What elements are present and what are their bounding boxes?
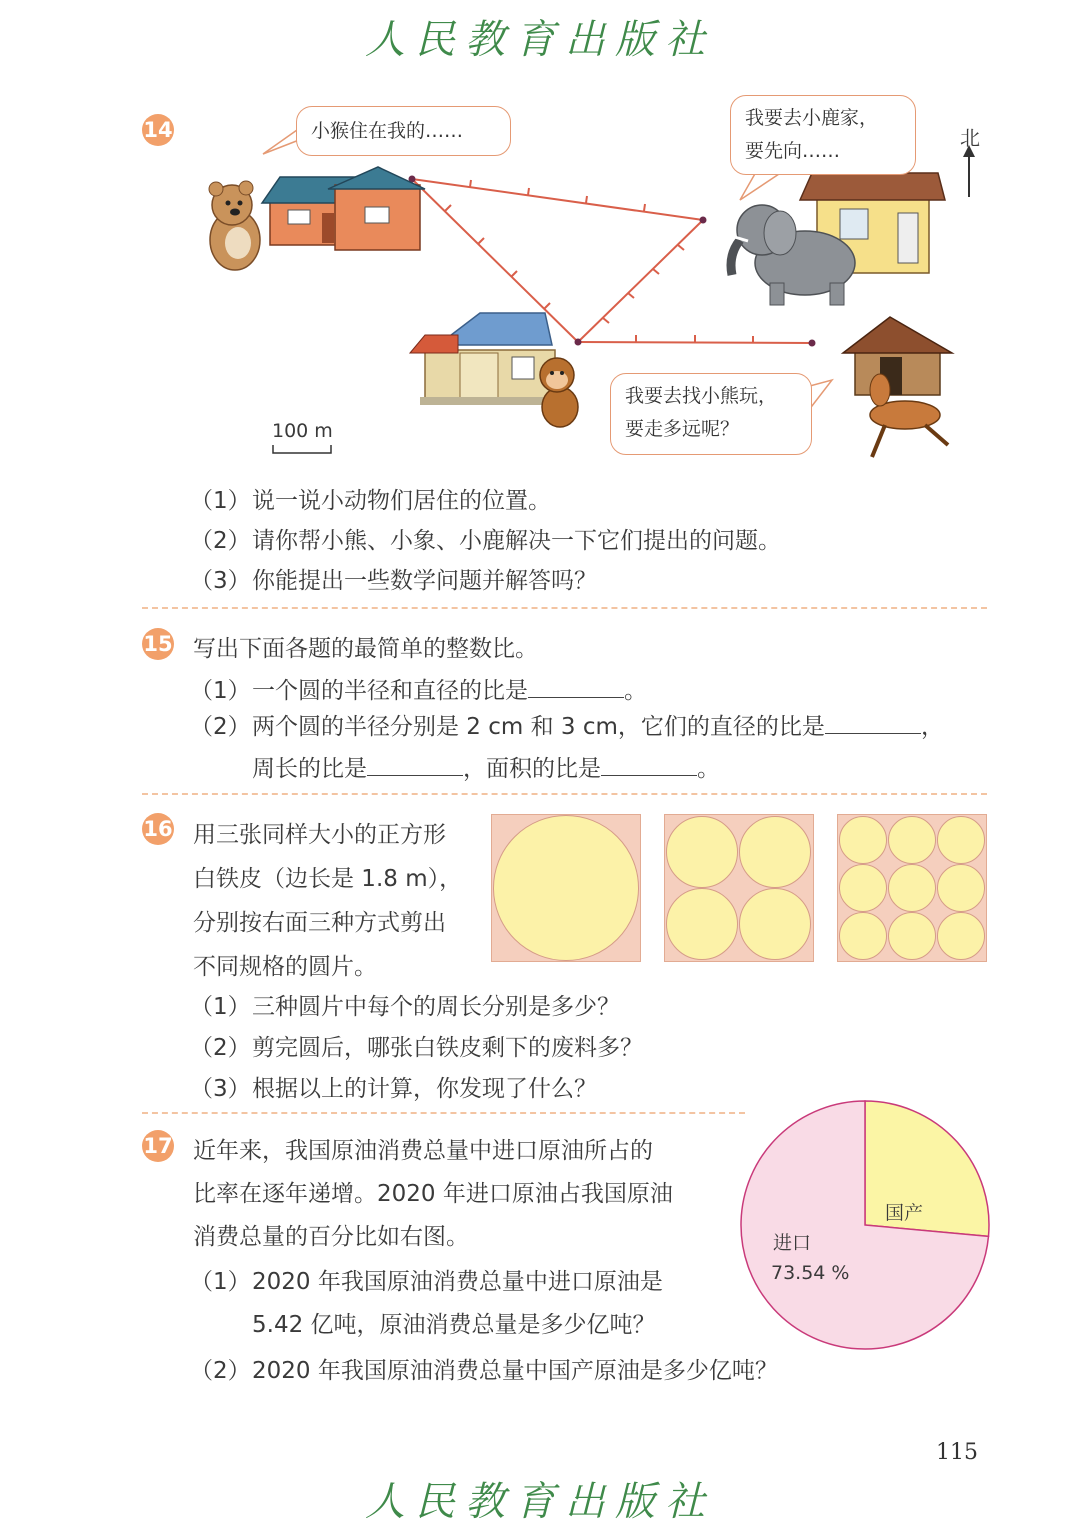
q15-item-2-cont: 周长的比是 ，面积的比是 。: [252, 756, 720, 782]
q14-item-2: （2）请你帮小熊、小象、小鹿解决一下它们提出的问题。: [190, 528, 781, 554]
circle-piece: [739, 816, 811, 888]
q15-item-1: （1）一个圆的半径和直径的比是 。: [190, 678, 647, 704]
q16-item-3: （3）根据以上的计算，你发现了什么？: [190, 1076, 597, 1102]
question-14-number: 14: [142, 114, 174, 146]
bubble-deer-line1: 我要去找小熊玩，: [625, 385, 778, 407]
q15-title: 写出下面各题的最简单的整数比。: [193, 636, 538, 662]
sheet-nine-circles: [837, 814, 987, 962]
publisher-watermark-bottom: 人民教育出版社: [365, 1479, 715, 1525]
question-16-number: 16: [142, 813, 174, 845]
question-17-number: 17: [142, 1130, 174, 1162]
question-15-number: 15: [142, 628, 174, 660]
answer-blank[interactable]: [528, 677, 624, 698]
circle-piece: [888, 816, 936, 864]
bubble-bear: [296, 106, 511, 156]
q16-item-1: （1）三种圆片中每个的周长分别是多少？: [190, 994, 620, 1020]
bubble-elephant-line1: 我要去小鹿家，: [745, 107, 879, 129]
q15-item-2: （2）两个圆的半径分别是 2 cm 和 3 cm，它们的直径的比是 ，: [190, 714, 944, 740]
circle-piece: [888, 912, 936, 960]
crude-oil-pie-chart: [735, 1095, 995, 1355]
circle-piece: [839, 816, 887, 864]
q14-item-1: （1）说一说小动物们居住的位置。: [190, 488, 551, 514]
bear-house-icon: [262, 167, 425, 250]
divider-2: [142, 793, 987, 795]
bubble-bear-text: 小猴住在我的……: [311, 120, 464, 142]
circle-piece: [739, 888, 811, 960]
circle-piece: [666, 888, 738, 960]
pie-label-1: 进口: [773, 1232, 812, 1254]
deer-house-icon: [843, 317, 952, 395]
bubble-deer-line2: 要走多远呢？: [625, 418, 740, 440]
scale-label: 100 m: [272, 420, 333, 442]
circle-piece: [888, 864, 936, 912]
q17-description: 近年来，我国原油消费总量中进口原油所占的 比率在逐年递增。2020 年进口原油占我国原油 消费总量的百分比如右图。: [193, 1138, 673, 1250]
bubble-elephant: [730, 95, 916, 175]
bubble-elephant-line2: 要先向……: [745, 140, 841, 162]
divider-3: [142, 1112, 745, 1114]
pie-slice-0: [865, 1101, 989, 1236]
sheet-one-circle: [491, 814, 641, 962]
bubble-deer: [610, 373, 812, 455]
answer-blank[interactable]: [367, 755, 463, 776]
q17-item-1: （1）2020 年我国原油消费总量中进口原油是: [190, 1269, 663, 1295]
q17-item-2: （2）2020 年我国原油消费总量中国产原油是多少亿吨？: [190, 1358, 778, 1384]
circle-piece: [493, 815, 639, 961]
circle-piece: [839, 864, 887, 912]
scale-bar-icon: [273, 445, 331, 453]
sheet-four-circles: [664, 814, 814, 962]
pie-value-1: 73.54 %: [771, 1262, 850, 1284]
circle-piece: [839, 912, 887, 960]
bear-icon: [209, 181, 260, 270]
q14-item-3: （3）你能提出一些数学问题并解答吗？: [190, 568, 597, 594]
circle-piece: [937, 912, 985, 960]
q16-description: 用三张同样大小的正方形 白铁皮（边长是 1.8 m）， 分别按右面三种方式剪出 不同规格的圆片。: [193, 822, 463, 980]
circle-piece: [937, 816, 985, 864]
pie-label-0: 国产: [885, 1202, 924, 1224]
publisher-watermark-top: 人民教育出版社: [365, 17, 715, 63]
page-number: 115: [936, 1440, 978, 1465]
answer-blank[interactable]: [601, 755, 697, 776]
monkey-house-icon: [410, 313, 560, 405]
divider-1: [142, 607, 987, 609]
answer-blank[interactable]: [825, 713, 921, 734]
q16-item-2: （2）剪完圆后，哪张白铁皮剩下的废料多？: [190, 1035, 643, 1061]
circle-piece: [666, 816, 738, 888]
north-label: 北: [960, 126, 980, 150]
circle-piece: [937, 864, 985, 912]
q17-item-1-cont: 5.42 亿吨，原油消费总量是多少亿吨？: [252, 1312, 656, 1338]
